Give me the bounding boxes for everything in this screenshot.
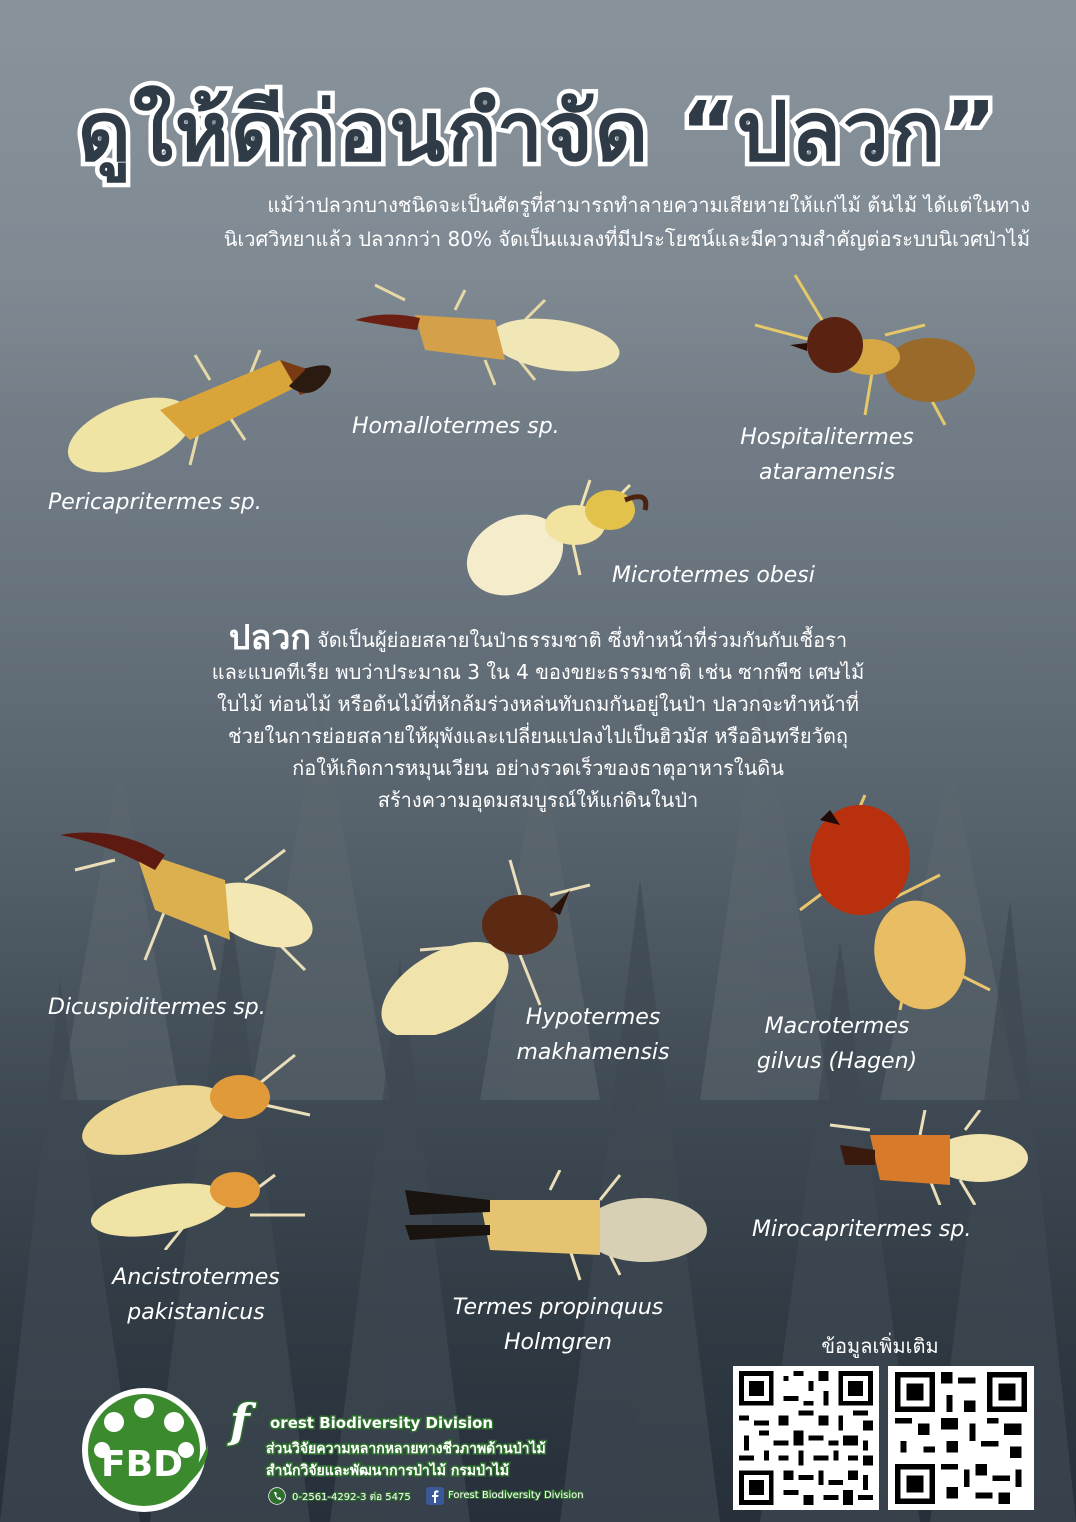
description-paragraph	[150, 618, 926, 816]
org-name: orest Biodiversity Division	[270, 1414, 494, 1432]
fbd-logo	[80, 1384, 214, 1518]
paragraph-line-1: จัดเป็นผู้ย่อยสลายในป่าธรรมชาติ ซึ่งทำหน้าที่ร่วมกันกับเชื้อรา	[317, 628, 848, 652]
intro-text	[60, 188, 1030, 256]
org-line-2: สำนักวิจัยและพัฒนาการป่าไม้ กรมป่าไม้	[266, 1463, 510, 1479]
fbd-logo-text: FBD	[101, 1444, 183, 1485]
termite-macrotermes-image	[790, 790, 1000, 1020]
qr-code-left[interactable]	[733, 1366, 879, 1510]
label-dicuspiditermes: Dicuspiditermes sp.	[48, 995, 266, 1020]
termite-termes-image	[400, 1170, 710, 1285]
qr-code-right[interactable]	[888, 1366, 1034, 1510]
more-info-label: ข้อมูลเพิ่มเติม	[821, 1334, 939, 1358]
intro-line-1: แม้ว่าปลวกบางชนิดจะเป็นศัตรูที่สามารถทำลายความเสียหายให้แก่ไม้ ต้นไม้ ได้แต่ในทาง	[267, 193, 1030, 217]
paragraph-line-6: สร้างความอุดมสมบูรณ์ให้แก่ดินในป่า	[377, 788, 699, 812]
label-homallotermes: Homallotermes sp.	[352, 414, 560, 439]
org-letter: f	[230, 1394, 250, 1448]
label-termes: Termes propinquus Holmgren	[452, 1295, 664, 1355]
label-pericapritermes: Pericapritermes sp.	[48, 490, 262, 515]
termite-hospitalitermes-image	[735, 265, 985, 435]
intro-line-2: นิเวศวิทยาแล้ว ปลวกกว่า 80% จัดเป็นแมลงที่มีประโยชน์และมีความสำคัญต่อระบบนิเวศป่าไม้	[223, 227, 1030, 251]
paragraph-line-4: ช่วยในการย่อยสลายให้ผุพังและเปลี่ยนแปลงไปเป็นฮิวมัส หรืออินทรียวัตถุ	[228, 724, 848, 748]
label-ancistrotermes: Ancistrotermes pakistanicus	[112, 1265, 280, 1325]
label-microtermes: Microtermes obesi	[612, 563, 815, 588]
phone-number[interactable]: 0-2561-4292-3 ต่อ 5475	[292, 1492, 411, 1503]
label-hospitalitermes: Hospitalitermes ataramensis	[740, 425, 914, 485]
facebook-page-link[interactable]: Forest Biodiversity Division	[448, 1490, 584, 1501]
label-hypotermes: Hypotermes makhamensis	[516, 1005, 670, 1065]
phone-icon	[268, 1487, 286, 1505]
termite-ancistrotermes-image	[75, 1045, 315, 1250]
termite-mirocapritermes-image	[800, 1110, 1030, 1205]
termite-dicuspiditermes-image	[55, 820, 325, 985]
facebook-icon	[426, 1487, 444, 1505]
paragraph-line-3: ใบไม้ ท่อนไม้ หรือต้นไม้ที่หักล้มร่วงหล่นทับถมกันอยู่ในป่า ปลวกจะทำหน้าที่	[217, 692, 859, 716]
label-macrotermes: Macrotermes gilvus (Hagen)	[756, 1014, 918, 1074]
termite-pericapritermes-image	[50, 330, 340, 480]
termite-homallotermes-image	[345, 280, 625, 400]
org-line-1: ส่วนวิจัยความหลากหลายทางชีวภาพด้านป่าไม้	[266, 1441, 546, 1457]
paragraph-line-2: และแบคทีเรีย พบว่าประมาณ 3 ใน 4 ของขยะธรรมชาติ เช่น ซากพืช เศษไม้	[211, 660, 865, 684]
paragraph-lead-word: ปลวก	[228, 618, 312, 658]
paragraph-line-5: ก่อให้เกิดการหมุนเวียน อย่างรวดเร็วของธาตุอาหารในดิน	[292, 756, 784, 780]
label-mirocapritermes: Mirocapritermes sp.	[752, 1217, 972, 1242]
page-title: ดูให้ดีก่อนกำจัด “ปลวก”	[77, 85, 999, 180]
